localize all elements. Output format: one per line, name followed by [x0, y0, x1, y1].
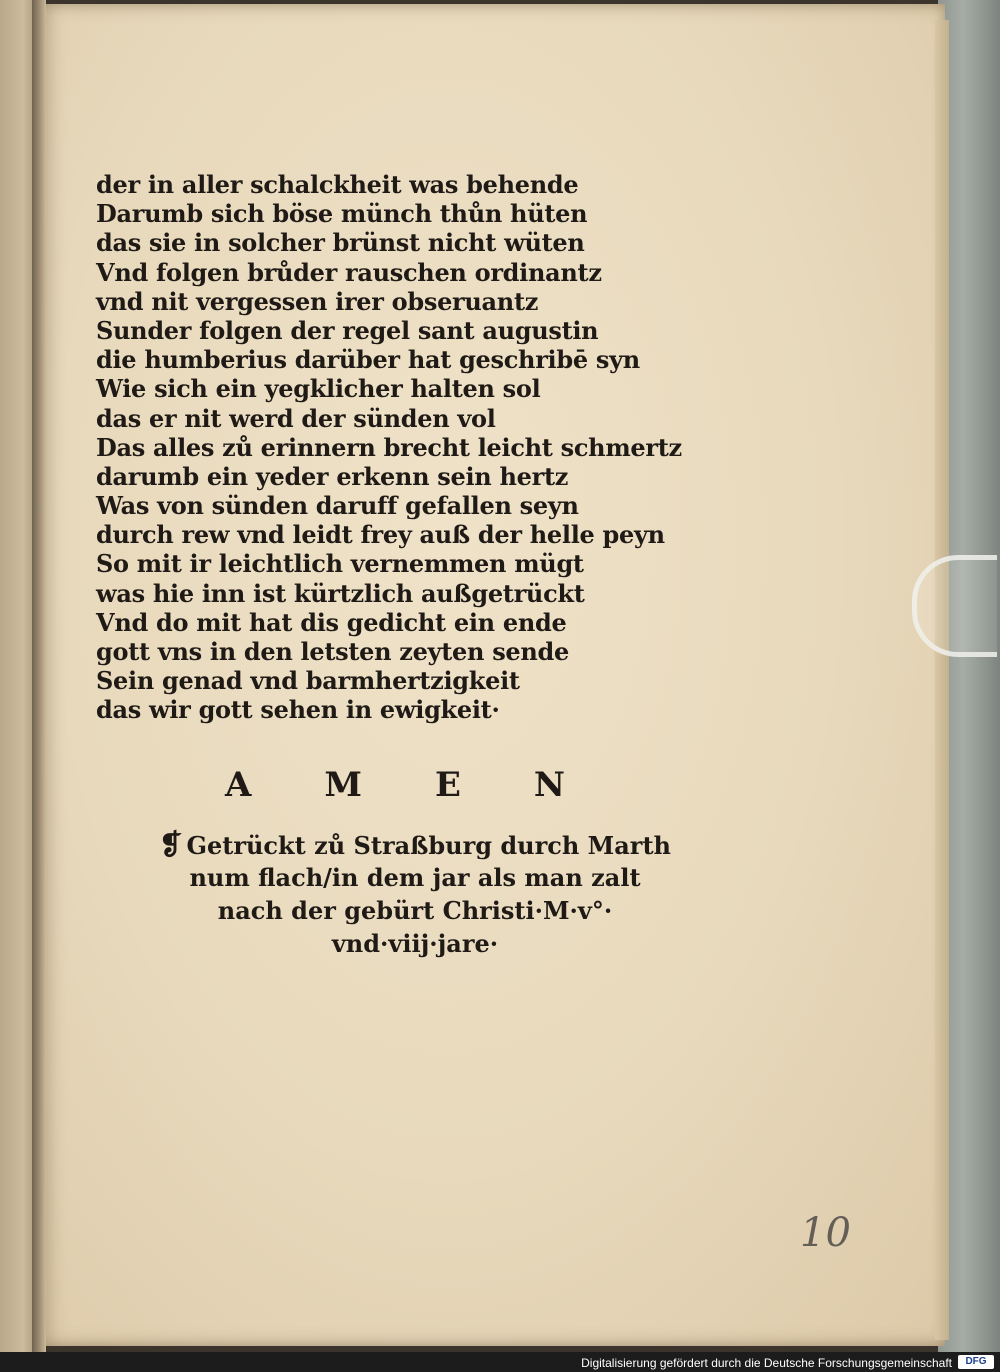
verse-text — [96, 170, 682, 725]
colophon-line — [150, 828, 680, 861]
verse-line: das er nit werd der sünden vol — [96, 403, 496, 433]
footer-credit: Digitalisierung gefördert durch die Deutsche Forschungsgemeinschaft — [581, 1356, 952, 1370]
book-spine — [32, 0, 46, 1352]
verse-line: Sunder folgen der regel sant augustin — [96, 315, 599, 345]
verse-line: Vnd folgen brůder rauschen ordinantz — [96, 257, 602, 287]
verse-line: So mit ir leichtlich vernemmen mügt — [96, 549, 584, 579]
verse-line: Vnd do mit hat dis gedicht ein ende — [96, 607, 567, 637]
page-clip — [912, 555, 997, 657]
amen-heading — [225, 765, 565, 805]
folio-number: 10 — [800, 1210, 851, 1256]
verse-line: Wie sich ein yegklicher halten sol — [96, 374, 541, 404]
verse-line: das sie in solcher brünst nicht wüten — [96, 228, 585, 258]
page-fore-edge — [935, 20, 949, 1340]
verse-line: was hie inn ist kürtzlich außgetrückt — [96, 578, 585, 608]
colophon-line: num flach/in dem jar als man zalt — [189, 863, 641, 892]
verse-line: durch rew vnd leidt frey auß der helle peyn — [96, 520, 665, 550]
colophon-text: Getrückt zů Straßburg durch Marth — [186, 831, 671, 860]
amen-letter: A — [225, 765, 252, 805]
amen-letter: E — [435, 765, 461, 805]
verse-line: darumb ein yeder erkenn sein hertz — [96, 461, 569, 491]
amen-letter: N — [533, 765, 565, 805]
verse-line: der in aller schalckheit was behende — [96, 170, 579, 199]
verse-line: die humberius darüber hat geschribē syn — [96, 345, 640, 375]
colophon-line: nach der gebürt Christi·M·v°· — [217, 896, 613, 925]
verse-line: Darumb sich böse münch thůn hüten — [96, 199, 588, 229]
verse-line: Das alles zů erinnern brecht leicht schmertz — [96, 432, 682, 462]
pilcrow-icon: ❡ — [159, 828, 183, 861]
verse-line: Sein genad vnd barmhertzigkeit — [96, 666, 520, 696]
colophon — [150, 828, 680, 960]
verse-line: das wir gott sehen in ewigkeit· — [96, 695, 500, 725]
amen-letter: M — [324, 765, 363, 805]
colophon-line: vnd·viij·jare· — [331, 929, 499, 958]
verse-line: gott vns in den letsten zeyten sende — [96, 637, 569, 666]
dfg-logo-icon: DFG — [958, 1355, 994, 1369]
verse-line: vnd nit vergessen irer obseruantz — [96, 286, 539, 316]
verse-line: Was von sünden daruff gefallen seyn — [96, 491, 579, 521]
